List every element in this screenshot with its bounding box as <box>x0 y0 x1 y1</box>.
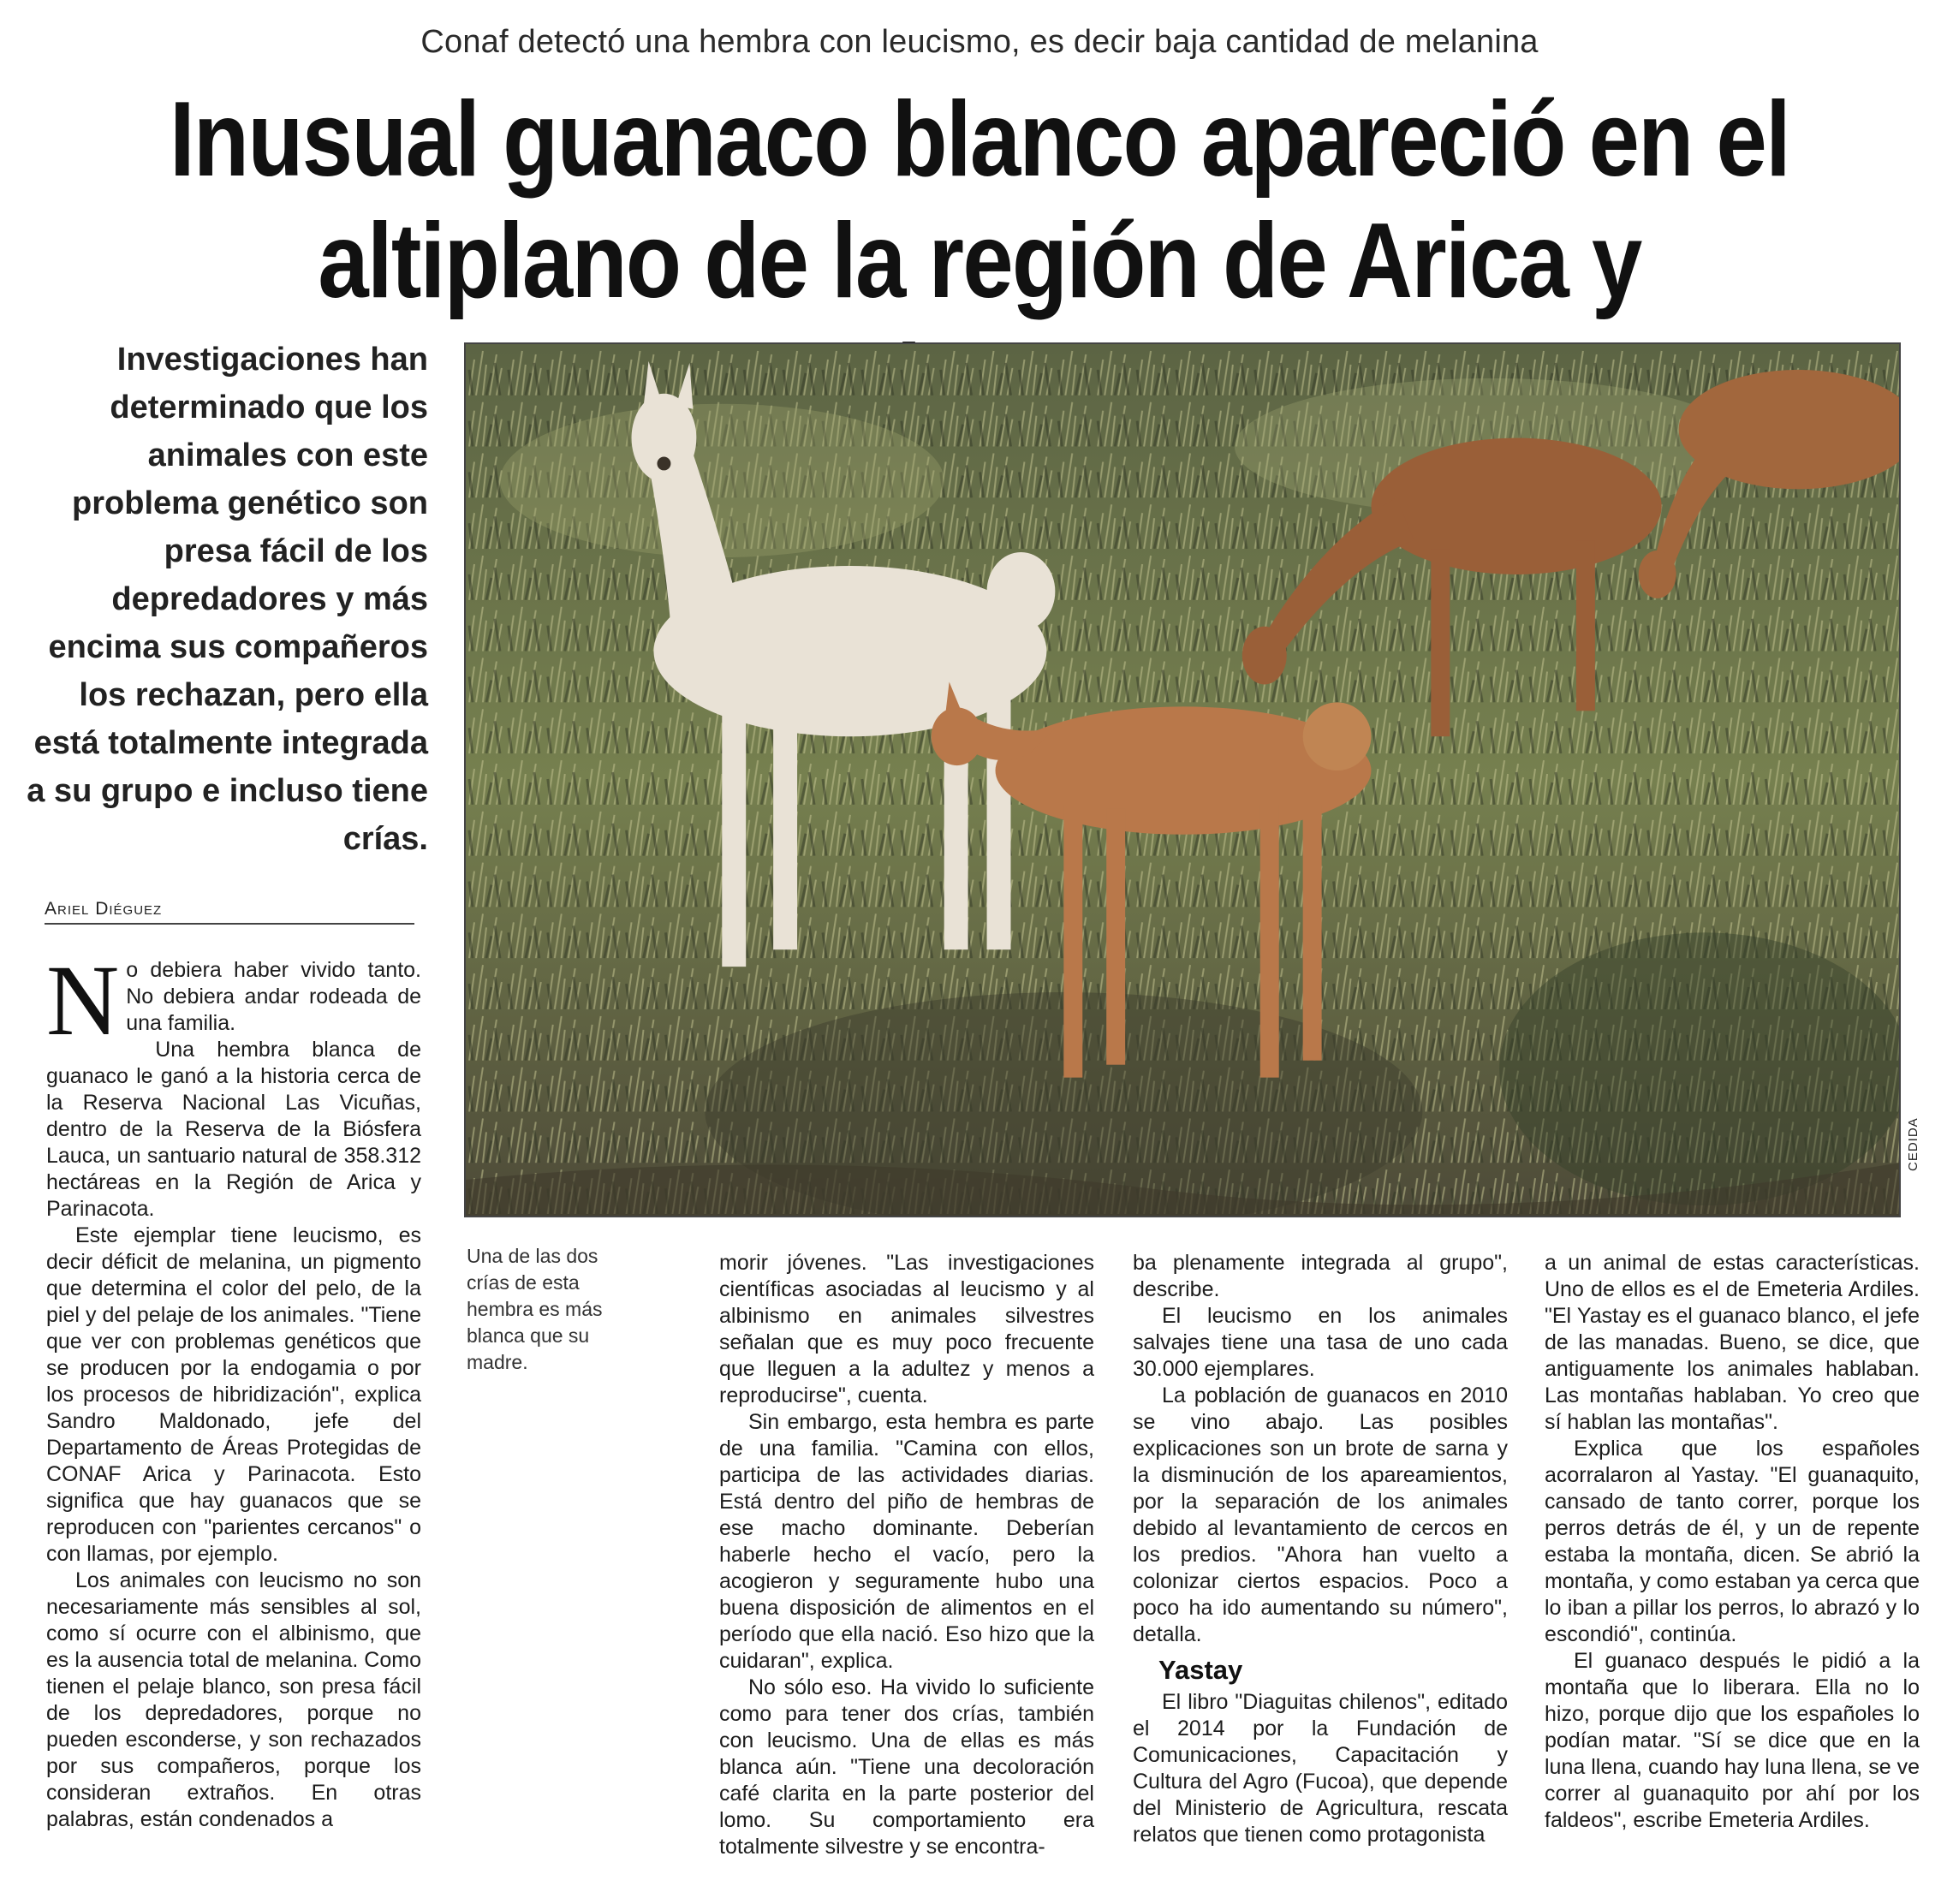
article-photo <box>464 342 1901 1217</box>
body-paragraph: El guanaco después le pidió a la montaña que lo liberara. Ella no lo hizo, porque dijo que los españoles lo podían matar. "Sí se dice que en la luna llena, cuando hay luna llena, se ve correr al guanaquito por ahí por los faldeos", escribe Emeteria Ardiles. <box>1545 1649 1920 1832</box>
body-paragraph: No sólo eso. Ha vivido lo suficiente como para tener dos crías, también con leucismo. Una de ellas es más blanca aún. "Tiene una decoloración café clarita en la parte posterior del lomo. Su comportamiento era totalmente silvestre y se encontra- <box>719 1675 1094 1859</box>
lead-paragraph <box>46 944 421 1056</box>
body-paragraph: La población de guanacos en 2010 se vino abajo. Las posibles explicaciones son un brote de sarna y la disminución de los apareamientos, por la separación de los animales debido al levantamiento de cercos en los predios. "Ahora han vuelto a colonizar ciertos espacios. Poco a poco ha ido aumentando su número", detalla. <box>1133 1383 1508 1646</box>
body-paragraph: El libro "Diaguitas chilenos", editado el 2014 por la Fundación de Comunicaciones, Capacitación y Cultura del Agro (Fucoa), que depende del Ministerio de Agricultura, rescata relatos que tienen como protagonista <box>1133 1690 1508 1847</box>
article-deck: Investigaciones han determinado que los animales con este problema genético son presa fácil de los depredadores y más encima sus compañeros los rechazan, pero ella está totalmente integrada a su grupo e incluso tiene crías. <box>27 342 428 857</box>
body-paragraph: Explica que los españoles acorralaron al Yastay. "El guanaquito, cansado de tanto correr, porque los perros detrás de él, y un de repente estaba la montaña, dicen. Se abrió la montaña, y como estaban ya cerca que lo iban a pillar los perros, lo abrazó y lo escondió", continúa. <box>1545 1437 1920 1646</box>
body-paragraph: a un animal de estas características. Uno de ellos es el de Emeteria Ardiles. "El Yastay es el guanaco blanco, el jefe de las manadas. Bueno, se dice, que antiguamente los animales hablaban. Las montañas hablaban. Yo creo que sí hablan las montañas". <box>1545 1251 1920 1434</box>
body-paragraph: morir jóvenes. "Las investigaciones científicas asociadas al leucismo y al albinismo en animales silvestres señalan que es muy poco frecuente que lleguen a la adultez y menos a reproducirse", cuenta. <box>719 1251 1094 1407</box>
body-column-1 <box>46 944 421 1833</box>
body-paragraph: Este ejemplar tiene leucismo, es decir déficit de melanina, un pigmento que determina el color del pelo, de la piel y del pelaje de los animales. "Tiene que ver con problemas genéticos que se producen por la endogamia o por los procesos de hibridización", explica Sandro Maldonado, jefe del Departamento de Áreas Protegidas de CONAF Arica y Parinacota. Esto significa que hay guanacos que se reproducen con "parientes cercanos" o con llamas, por ejemplo. <box>46 1223 421 1566</box>
section-subhead: Yastay <box>1158 1655 1243 1685</box>
lead-paragraph-text: o debiera haber vivido tanto. No debiera andar rodeada de una familia. <box>126 958 421 1035</box>
body-paragraph: Sin embargo, esta hembra es parte de una familia. "Camina con ellos, participa de las actividades diarias. Está dentro del piño de hembras de ese macho dominante. Deberían haberle hecho el vacío, pero la acogieron y seguramente hubo una buena disposición de alimentos en el período que ella nació. Eso hizo que la cuidaran", explica. <box>719 1410 1094 1673</box>
article-byline: Ariel Diéguez <box>45 899 414 925</box>
body-paragraph: Los animales con leucismo no son necesariamente más sensibles al sol, como sí ocurre con el albinismo, que es la ausencia total de melanina. Como tienen el pelaje blanco, son presa fácil de los depredadores, porque no pueden esconderse, y son rechazados por sus compañeros, porque los consideran extraños. En otras palabras, están condenados a <box>46 1568 421 1831</box>
headline-line-2: altiplano de la región de Arica y <box>318 202 1641 320</box>
body-paragraph: Una hembra blanca de guanaco le ganó a la historia cerca de la Reserva Nacional Las Vicuñas, dentro de la Reserva de la Biósfera Lauca, un santuario natural de 358.312 hectáreas en la Región de Arica y Parinacota. <box>46 1038 421 1221</box>
body-column-4 <box>1545 1250 1920 1834</box>
body-column-3 <box>1133 1250 1508 1848</box>
body-paragraph: El leucismo en los animales salvajes tiene una tasa de uno cada 30.000 ejemplares. <box>1133 1304 1508 1381</box>
body-column-2 <box>719 1250 1094 1860</box>
article-kicker: Conaf detectó una hembra con leucismo, es decir baja cantidad de melanina <box>420 24 1539 60</box>
body-paragraph: ba plenamente integrada al grupo", describe. <box>1133 1251 1508 1301</box>
photo-caption: Una de las dos crías de esta hembra es más blanca que su madre. <box>467 1245 603 1373</box>
headline-line-1: Inusual guanaco blanco apareció en el <box>170 80 1789 199</box>
photo-credit: CEDIDA <box>1906 1117 1920 1171</box>
guanaco-photo-illustration <box>466 344 1899 1216</box>
drop-cap: N <box>46 944 120 1056</box>
